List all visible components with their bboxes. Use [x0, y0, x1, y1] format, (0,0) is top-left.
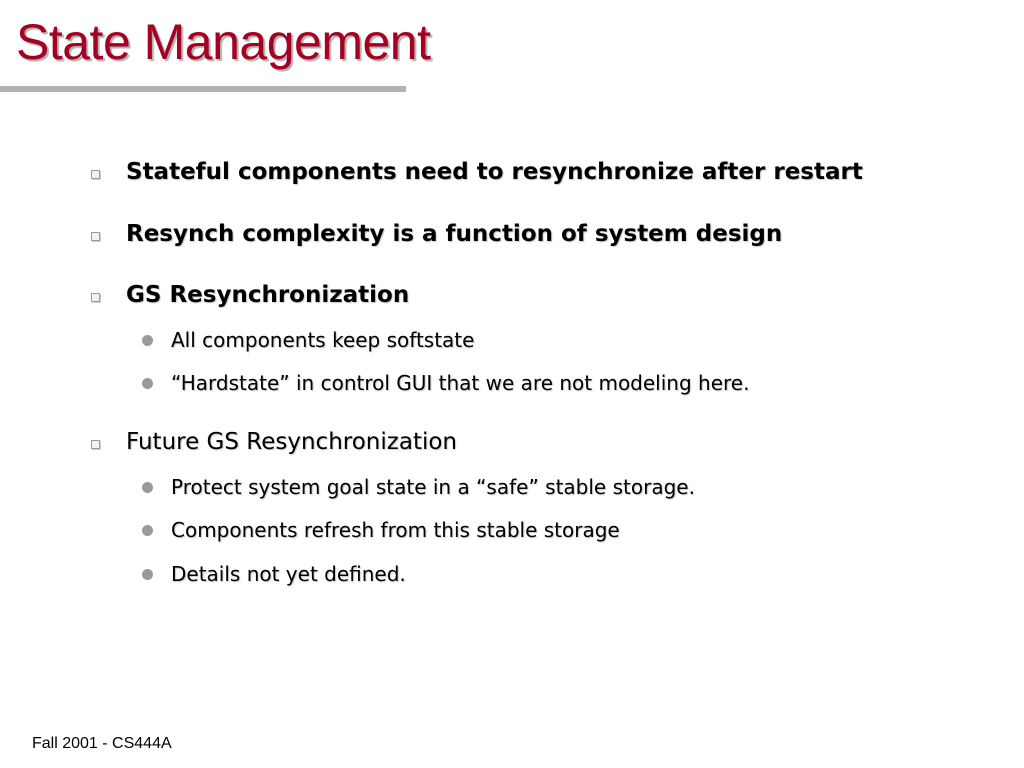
- subbullet-softstate: All components keep softstate: [171, 328, 475, 352]
- subbullet-hardstate: “Hardstate” in control GUI that we are not modeling here.: [171, 371, 750, 395]
- round-bullet-icon: [142, 335, 153, 346]
- square-bullet-icon: [91, 293, 100, 302]
- square-bullet-icon: [91, 440, 100, 449]
- subbullet-details-not-defined: Details not yet defined.: [171, 562, 406, 586]
- slide-title: State Management: [16, 14, 431, 70]
- square-bullet-icon: [91, 232, 100, 241]
- round-bullet-icon: [142, 525, 153, 536]
- round-bullet-icon: [142, 569, 153, 580]
- bullet-gs-resynchronization: GS Resynchronization: [126, 282, 410, 308]
- bullet-stateful-components: Stateful components need to resynchronize after restart: [126, 159, 863, 185]
- bullet-resynch-complexity: Resynch complexity is a function of system design: [126, 221, 783, 247]
- slide-footer: Fall 2001 - CS444A: [32, 735, 172, 752]
- bullet-future-gs-resynchronization: Future GS Resynchronization: [126, 429, 457, 455]
- title-underline: [0, 86, 406, 92]
- square-bullet-icon: [91, 170, 100, 179]
- round-bullet-icon: [142, 378, 153, 389]
- round-bullet-icon: [142, 482, 153, 493]
- subbullet-components-refresh: Components refresh from this stable storage: [171, 518, 620, 542]
- subbullet-protect-goal-state: Protect system goal state in a “safe” stable storage.: [171, 475, 695, 499]
